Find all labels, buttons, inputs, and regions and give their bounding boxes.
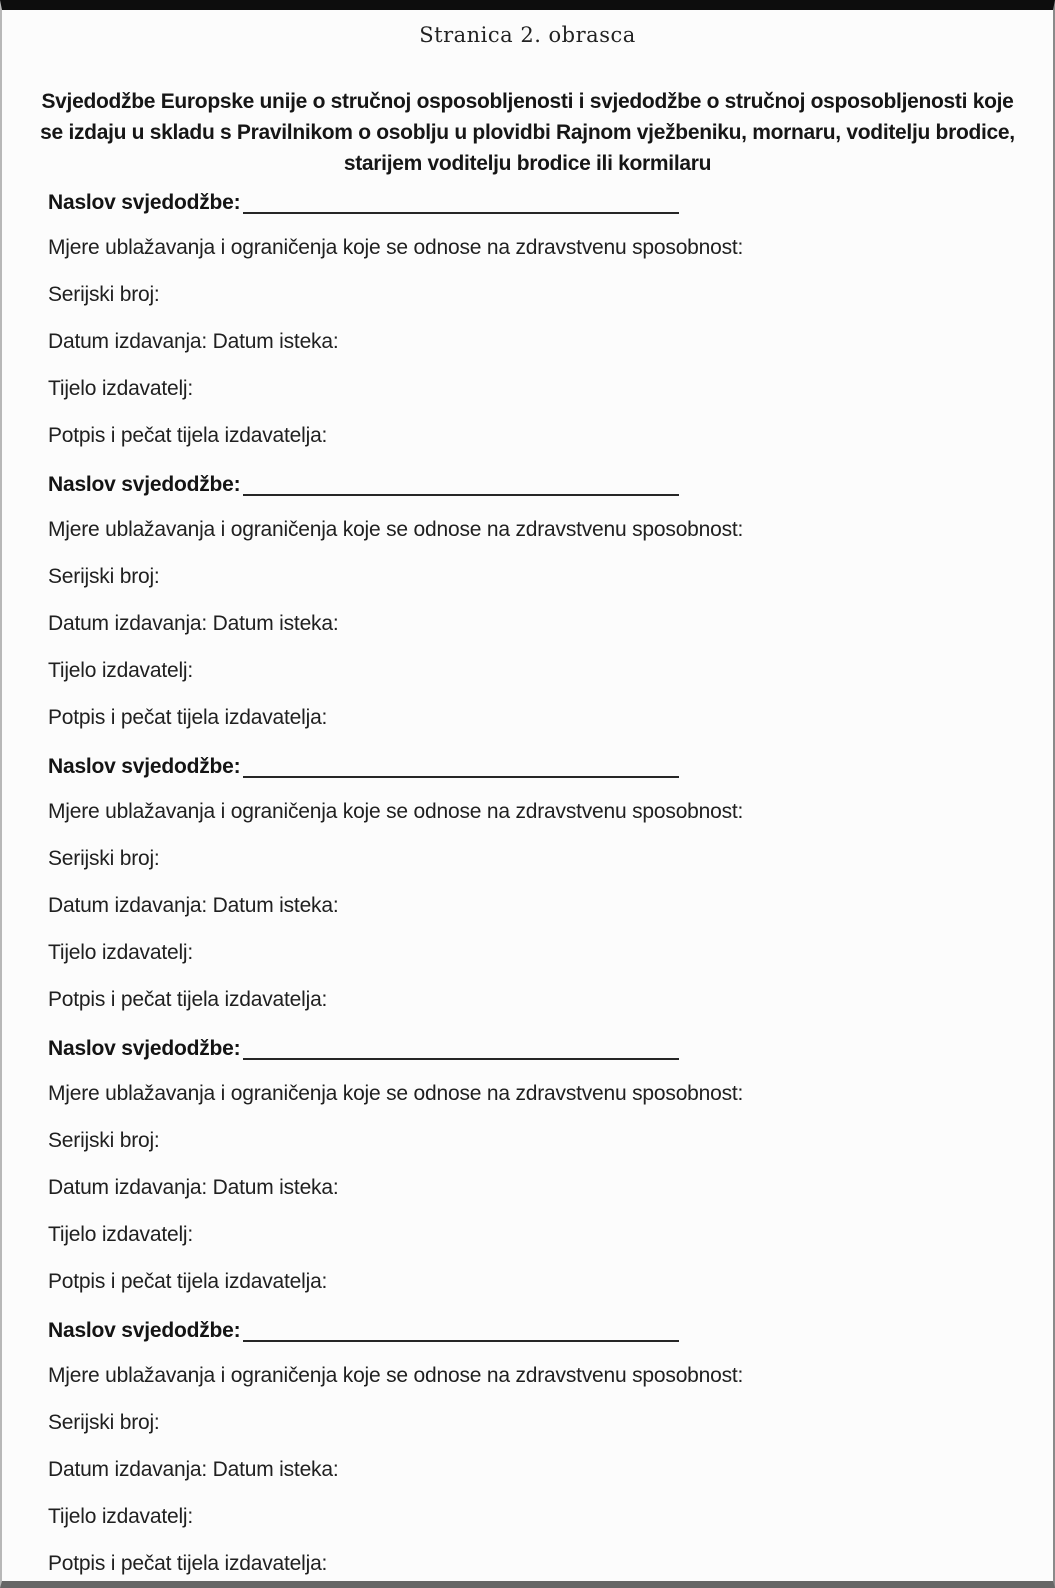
measures-label: Mjere ublažavanja i ograničenja koje se odnose na zdravstvenu sposobnost: (48, 236, 744, 259)
certificate-title-blank-line (243, 1318, 679, 1342)
serial-number-label: Serijski broj: (48, 847, 160, 870)
title-line (48, 190, 1033, 212)
title-line (48, 1318, 1033, 1340)
certificate-title-blank-line (243, 754, 679, 778)
issuing-body-label: Tijelo izdavatelj: (48, 941, 194, 964)
issuing-body-label: Tijelo izdavatelj: (48, 377, 194, 400)
header-line-1: Svjedodžbe Europske unije o stručnoj osposobljenosti i svjedodžbe o stručnoj osposobljenosti koje (41, 90, 1014, 113)
certificate-block-3 (48, 754, 1033, 1011)
certificate-block-5 (48, 1318, 1033, 1575)
issue-expiry-dates-label: Datum izdavanja: Datum isteka: (48, 330, 339, 353)
issue-expiry-dates-label: Datum izdavanja: Datum isteka: (48, 612, 339, 635)
certificate-blocks (2, 190, 1053, 1575)
certificate-title-label: Naslov svjedodžbe: (48, 191, 241, 214)
measures-label: Mjere ublažavanja i ograničenja koje se odnose na zdravstvenu sposobnost: (48, 518, 744, 541)
issue-expiry-dates-label: Datum izdavanja: Datum isteka: (48, 1458, 339, 1481)
certificate-block-2 (48, 472, 1033, 729)
header-line-2: se izdaju u skladu s Pravilnikom o osoblju u plovidbi Rajnom vježbeniku, mornaru, voditelju brodice, (40, 121, 1015, 144)
title-line (48, 472, 1033, 494)
certificate-title-blank-line (243, 1036, 679, 1060)
signature-seal-label: Potpis i pečat tijela izdavatelja: (48, 424, 328, 447)
serial-number-label: Serijski broj: (48, 1411, 160, 1434)
page-number-label: Stranica 2. obrasca (419, 23, 636, 47)
issuing-body-label: Tijelo izdavatelj: (48, 1223, 194, 1246)
header-line-3: starijem voditelju brodice ili kormilaru (343, 152, 712, 175)
signature-seal-label: Potpis i pečat tijela izdavatelja: (48, 1552, 328, 1575)
certificate-title-label: Naslov svjedodžbe: (48, 755, 241, 778)
serial-number-label: Serijski broj: (48, 283, 160, 306)
serial-number-label: Serijski broj: (48, 1129, 160, 1152)
certificate-title-blank-line (243, 190, 679, 214)
signature-seal-label: Potpis i pečat tijela izdavatelja: (48, 1270, 328, 1293)
issuing-body-label: Tijelo izdavatelj: (48, 1505, 194, 1528)
certificate-title-blank-line (243, 472, 679, 496)
certificate-title-label: Naslov svjedodžbe: (48, 473, 241, 496)
measures-label: Mjere ublažavanja i ograničenja koje se odnose na zdravstvenu sposobnost: (48, 1364, 744, 1387)
signature-seal-label: Potpis i pečat tijela izdavatelja: (48, 706, 328, 729)
signature-seal-label: Potpis i pečat tijela izdavatelja: (48, 988, 328, 1011)
issue-expiry-dates-label: Datum izdavanja: Datum isteka: (48, 1176, 339, 1199)
document-header (2, 86, 1053, 179)
issue-expiry-dates-label: Datum izdavanja: Datum isteka: (48, 894, 339, 917)
measures-label: Mjere ublažavanja i ograničenja koje se odnose na zdravstvenu sposobnost: (48, 1082, 744, 1105)
title-line (48, 1036, 1033, 1058)
title-line (48, 754, 1033, 776)
certificate-block-1 (48, 190, 1033, 447)
certificate-title-label: Naslov svjedodžbe: (48, 1037, 241, 1060)
certificate-title-label: Naslov svjedodžbe: (48, 1319, 241, 1342)
certificate-block-4 (48, 1036, 1033, 1293)
serial-number-label: Serijski broj: (48, 565, 160, 588)
measures-label: Mjere ublažavanja i ograničenja koje se odnose na zdravstvenu sposobnost: (48, 800, 744, 823)
issuing-body-label: Tijelo izdavatelj: (48, 659, 194, 682)
